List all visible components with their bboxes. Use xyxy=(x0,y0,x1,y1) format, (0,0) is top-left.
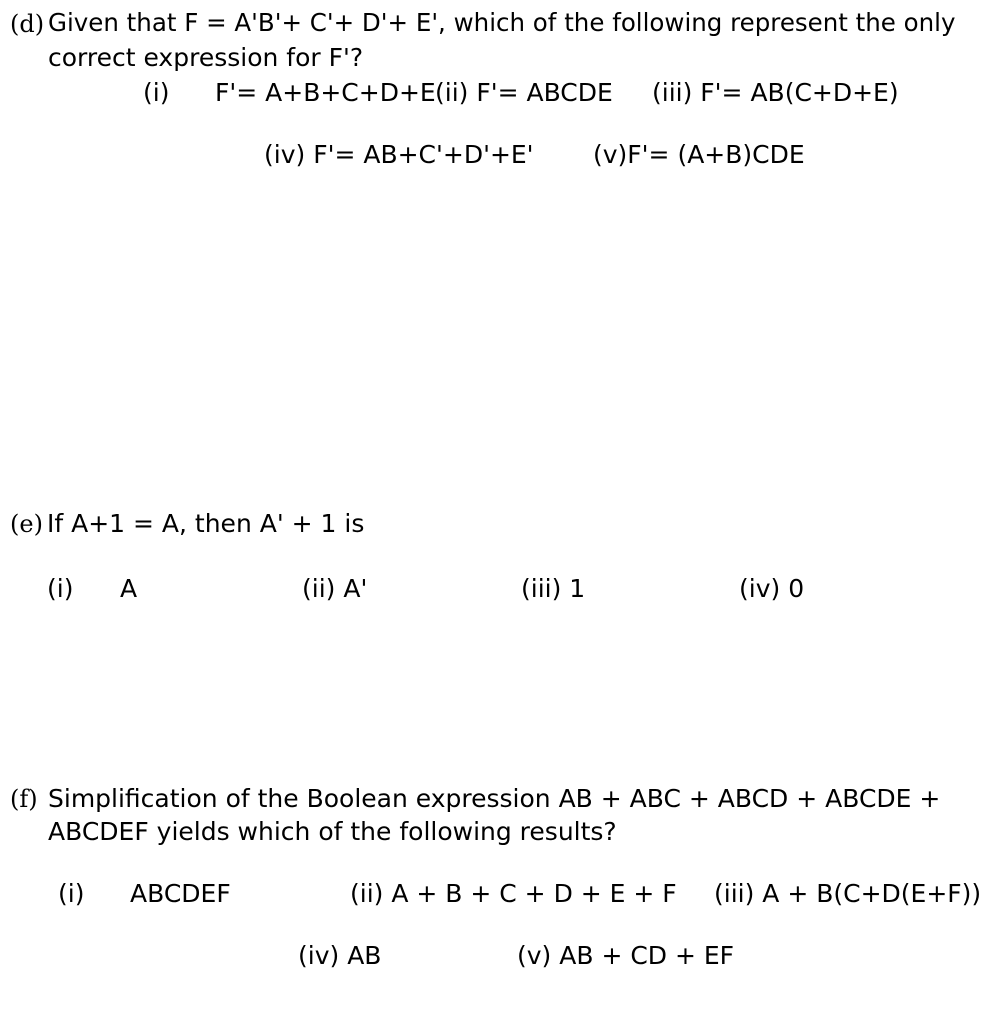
question-f-marker: (f) xyxy=(10,785,38,813)
question-e-text: If A+1 = A, then A' + 1 is xyxy=(47,509,365,538)
question-f-text-line2: ABCDEF yields which of the following results? xyxy=(48,817,617,846)
question-e-option-iii: (iii) 1 xyxy=(521,574,586,603)
question-f-option-i: ABCDEF xyxy=(130,879,231,908)
question-f-option-iii: (iii) A + B(C+D(E+F)) xyxy=(714,879,982,908)
question-e-option-ii: (ii) A' xyxy=(302,574,368,603)
question-f-option-ii: (ii) A + B + C + D + E + F xyxy=(350,879,677,908)
question-d-option-iii: (iii) F'= AB(C+D+E) xyxy=(652,78,899,107)
question-d-option-v: (v)F'= (A+B)CDE xyxy=(593,140,805,169)
question-e-option-i: A xyxy=(120,574,138,603)
question-d-marker: (d) xyxy=(10,10,45,38)
question-f-option-iv: (iv) AB xyxy=(298,941,382,970)
question-f-option-v: (v) AB + CD + EF xyxy=(517,941,735,970)
question-d-text-line1: Given that F = A'B'+ C'+ D'+ E', which of the following represent the only xyxy=(48,8,956,37)
question-d-option-i-number: (i) xyxy=(143,78,170,107)
question-d-option-ii: (ii) F'= ABCDE xyxy=(435,78,613,107)
question-f-option-i-number: (i) xyxy=(58,879,85,908)
question-d-text-line2: correct expression for F'? xyxy=(48,43,364,72)
question-e-marker: (e) xyxy=(10,510,43,538)
question-f-text-line1: Simplification of the Boolean expression AB + ABC + ABCD + ABCDE + xyxy=(48,784,941,813)
question-d-option-i: F'= A+B+C+D+E xyxy=(215,78,436,107)
question-e-option-iv: (iv) 0 xyxy=(739,574,805,603)
question-d-option-iv: (iv) F'= AB+C'+D'+E' xyxy=(264,140,534,169)
question-e-option-i-number: (i) xyxy=(47,574,74,603)
